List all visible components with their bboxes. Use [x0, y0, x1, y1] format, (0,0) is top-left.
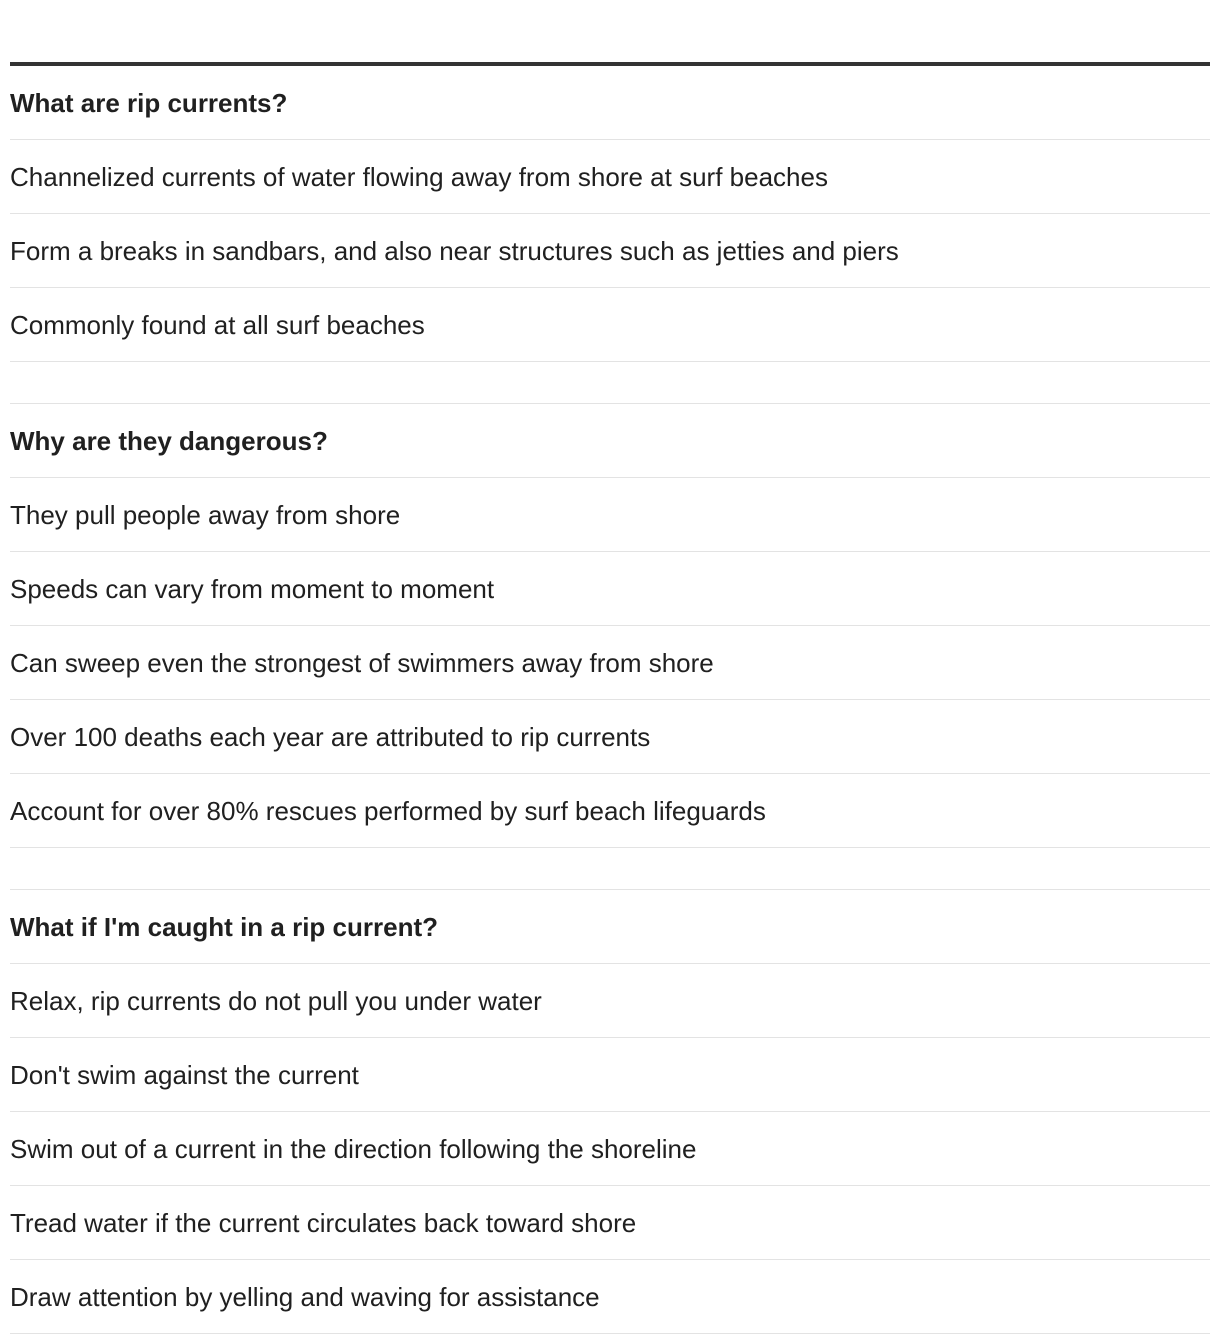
table-row: Tread water if the current circulates back toward shore: [10, 1186, 1210, 1260]
table-row: Can sweep even the strongest of swimmers away from shore: [10, 626, 1210, 700]
table-row: Commonly found at all surf beaches: [10, 288, 1210, 362]
table-row: Over 100 deaths each year are attributed to rip currents: [10, 700, 1210, 774]
table-row: Speeds can vary from moment to moment: [10, 552, 1210, 626]
table-row: Relax, rip currents do not pull you under water: [10, 964, 1210, 1038]
table-row: Swim out of a current in the direction following the shoreline: [10, 1112, 1210, 1186]
section-spacer: [10, 848, 1210, 890]
table-row: Form a breaks in sandbars, and also near structures such as jetties and piers: [10, 214, 1210, 288]
section-heading: What if I'm caught in a rip current?: [10, 890, 1210, 964]
rip-current-table: [10, 62, 1210, 1334]
table-row: Don't swim against the current: [10, 1038, 1210, 1112]
table-row: Channelized currents of water flowing away from shore at surf beaches: [10, 140, 1210, 214]
section-heading: What are rip currents?: [10, 66, 1210, 140]
table-row: They pull people away from shore: [10, 478, 1210, 552]
section-spacer: [10, 362, 1210, 404]
section-heading: Why are they dangerous?: [10, 404, 1210, 478]
table-row: Draw attention by yelling and waving for assistance: [10, 1260, 1210, 1334]
table-row: Account for over 80% rescues performed by surf beach lifeguards: [10, 774, 1210, 848]
